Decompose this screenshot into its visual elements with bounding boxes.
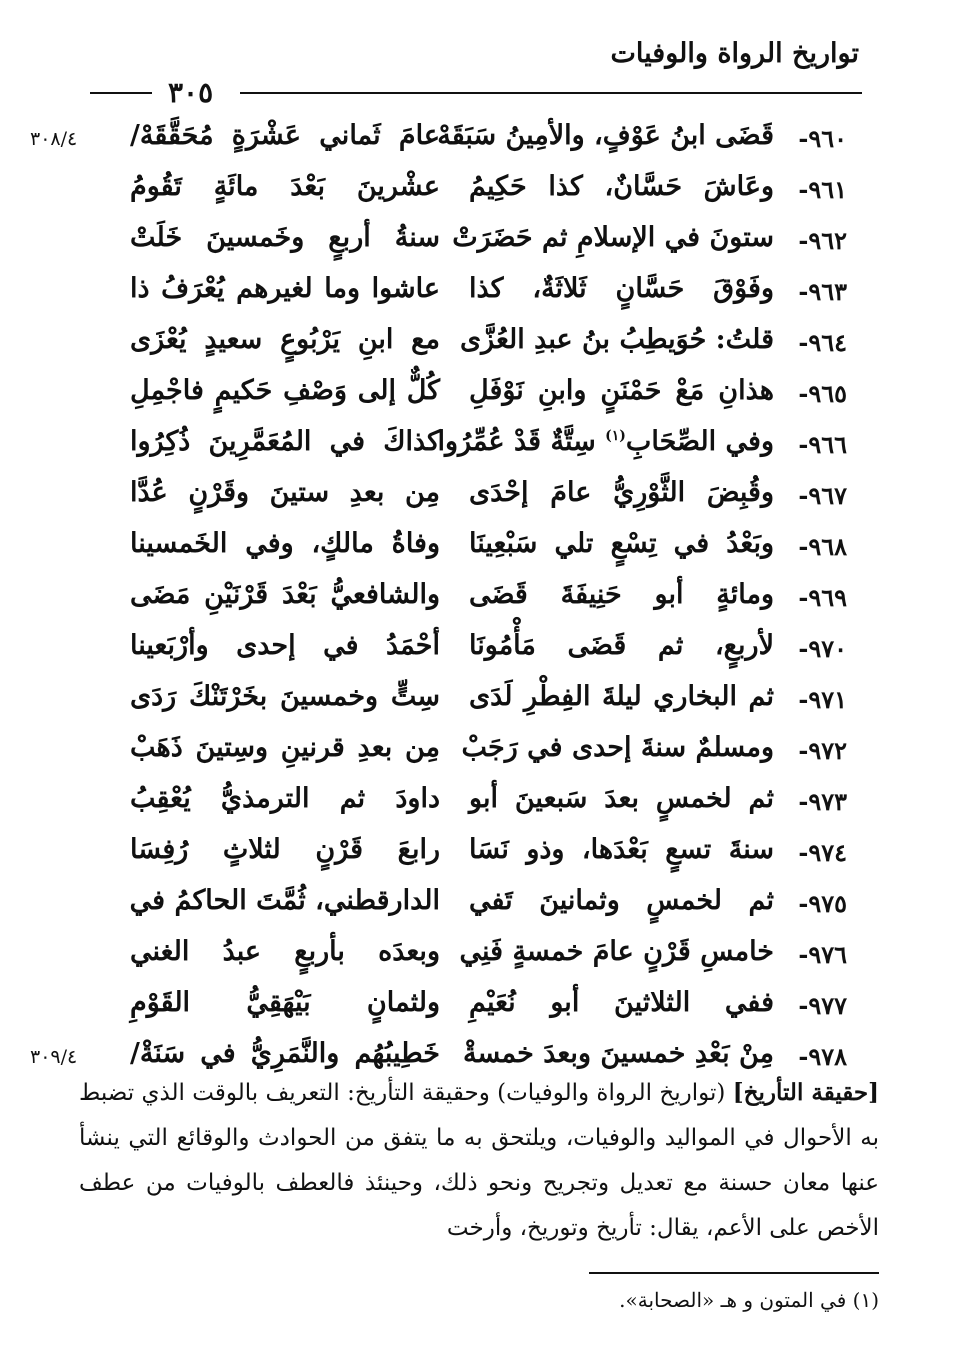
verse-row bbox=[0, 271, 959, 322]
verse-first-hemistich: وفَوْقَ حَسَّانٍ ثَلاثَةٌ، كذا bbox=[469, 273, 774, 304]
footnote-rule bbox=[589, 1272, 879, 1274]
verse-row bbox=[0, 730, 959, 781]
verse-second-hemistich: كُلٌّ إلى وَصْفِ حَكيمٍ فاجْمِلِ bbox=[130, 375, 440, 406]
verse-number: ٩٦١- bbox=[798, 175, 847, 204]
verse-row bbox=[0, 679, 959, 730]
verse-number: ٩٦٠- bbox=[798, 124, 847, 153]
verse-first-hemistich: سنةَ تسعٍ بَعْدَها، وذو نَسَا bbox=[469, 834, 774, 865]
verse-second-hemistich: والشافعيُّ بَعْدَ قَرْنَيْنِ مَضَى bbox=[130, 579, 440, 610]
verse-second-hemistich: أحْمَدُ في إحدى وأرْبَعينا bbox=[130, 630, 440, 661]
verse-row bbox=[0, 934, 959, 985]
marginal-reference: ٣٠٩/٤ bbox=[30, 1046, 78, 1068]
header-rule bbox=[240, 92, 862, 94]
verse-number: ٩٦٢- bbox=[798, 226, 847, 255]
verse-second-hemistich: كذاكَ في المُعَمَّرِينَ ذُكِرُوا bbox=[130, 426, 440, 457]
verse-second-hemistich: الدارقطني، ثُمَّتَ الحاكمُ في bbox=[129, 885, 440, 916]
running-title: تواريخ الرواة والوفيات bbox=[610, 38, 859, 69]
verse-row bbox=[0, 832, 959, 883]
verse-second-hemistich: عامَ ثَماني عَشْرَةٍ مُحَقَّقَهْ/ bbox=[130, 120, 440, 151]
verse-first-hemistich: ثم البخاري ليلةَ الفِطْرِ لَدَى bbox=[469, 681, 774, 712]
verse-row bbox=[0, 169, 959, 220]
verse-row bbox=[0, 883, 959, 934]
verse-second-hemistich: عشْرينَ بَعْدَ مائَةٍ تَقُومُ bbox=[130, 171, 440, 202]
verse-second-hemistich: سنةُ أربعٍ وخَمسينَ خَلَتْ bbox=[130, 222, 440, 253]
verse-first-hemistich: قَضَى ابنُ عَوْفٍ، والأمِينُ سَبَقَهْ bbox=[437, 120, 774, 151]
verse-number: ٩٧٦- bbox=[798, 940, 847, 969]
verse-second-hemistich: وفاةُ مالكٍ، وفي الخَمسينا bbox=[130, 528, 440, 559]
verse-first-hemistich: ثم لخمسٍ بعدَ سَبعينَ أبو bbox=[469, 783, 774, 814]
verse-first-hemistich: وبَعْدُ في تِسْعٍ تلي سَبْعِينَا bbox=[469, 528, 774, 559]
verse-text: وفي الصِّحَابِ bbox=[625, 426, 774, 457]
verse-second-hemistich: ولثمانٍ بَيْهَقِيُّ القَوْمِ bbox=[130, 987, 440, 1018]
verse-list bbox=[0, 118, 959, 1087]
verse-row bbox=[0, 628, 959, 679]
verse-second-hemistich: وبعدَه بأربعٍ عبدُ الغني bbox=[130, 936, 440, 967]
verse-first-hemistich: وقُبِضَ الثَّوْرِيُّ عامَ إحْدَى bbox=[469, 477, 774, 508]
verse-row bbox=[0, 424, 959, 475]
commentary-text: (تواريخ الرواة والوفيات) وحقيقة التأريخ: التعريف بالوقت الذي تضبط به الأحوال في المواليد والوفيات، ويلتحق به ما يتفق من الحوادث والوقائع التي ينشأ عنها معان حسنة مع تعديل وتجريح ونحو ذلك، وحينئذ فالعطف بالوفيات من عطف الأخص على الأعم، يقال: تأريخ وتوريخ، وأرخت bbox=[79, 1080, 879, 1241]
verse-row bbox=[0, 985, 959, 1036]
header-rule-short bbox=[90, 92, 152, 94]
verse-first-hemistich: ومسلمٌ سنةَ إحدى في رَجَبْ bbox=[461, 732, 774, 763]
verse-second-hemistich: مع ابنِ يَرْبُوعٍ سعيدٍ يُعْزَى bbox=[130, 324, 440, 355]
verse-second-hemistich: خَطِيبُهُم والنَّمَرِيُّ في سَنَةْ/ bbox=[130, 1038, 440, 1069]
footnote-marker: (١) bbox=[605, 428, 626, 444]
verse-number: ٩٧٣- bbox=[798, 787, 847, 816]
verse-text: سِتَّةٌ قَدْ عُمِّرُوا bbox=[437, 426, 596, 457]
verse-number: ٩٦٣- bbox=[798, 277, 847, 306]
verse-first-hemistich: خامسِ قَرْنٍ عامَ خمسةٍ فَنِي bbox=[459, 936, 774, 967]
verse-second-hemistich: مِن بعدِ قرنينِ وسِتينَ ذَهَبْ bbox=[130, 732, 440, 763]
verse-number: ٩٧٨- bbox=[798, 1042, 847, 1071]
verse-first-hemistich: ثم لخمسٍ وثمانينَ تَفي bbox=[469, 885, 774, 916]
verse-number: ٩٧٤- bbox=[798, 838, 847, 867]
verse-row bbox=[0, 322, 959, 373]
verse-number: ٩٧٧- bbox=[798, 991, 847, 1020]
verse-second-hemistich: داودَ ثم الترمذيُّ يُعْقِبُ bbox=[130, 783, 440, 814]
verse-row bbox=[0, 220, 959, 271]
verse-row bbox=[0, 526, 959, 577]
verse-number: ٩٦٧- bbox=[798, 481, 847, 510]
verse-number: ٩٦٤- bbox=[798, 328, 847, 357]
verse-first-hemistich: وعَاشَ حَسَّانٌ، كذا حَكِيمُ bbox=[469, 171, 774, 202]
verse-first-hemistich: قلتُ: حُوَيطِبُ بنُ عبدِ العُزَّى bbox=[459, 324, 774, 355]
verse-number: ٩٧٠- bbox=[798, 634, 847, 663]
verse-first-hemistich: ستونَ في الإسلامِ ثم حَضَرَتْ bbox=[452, 222, 774, 253]
verse-number: ٩٦٨- bbox=[798, 532, 847, 561]
verse-first-hemistich: لأربعٍ، ثم قَضَى مَأْمُونَا bbox=[469, 630, 774, 661]
commentary-paragraph bbox=[79, 1070, 879, 1251]
verse-number: ٩٦٥- bbox=[798, 379, 847, 408]
verse-row bbox=[0, 373, 959, 424]
verse-number: ٩٦٩- bbox=[798, 583, 847, 612]
verse-first-hemistich: ومائةٍ أبو حَنِيفَةَ قَضَى bbox=[469, 579, 774, 610]
verse-number: ٩٦٦- bbox=[798, 430, 847, 459]
marginal-reference: ٣٠٨/٤ bbox=[30, 128, 78, 150]
verse-number: ٩٧٥- bbox=[798, 889, 847, 918]
verse-number: ٩٧١- bbox=[798, 685, 847, 714]
verse-second-hemistich: عاشوا وما لغيرهم يُعْرَفُ ذا bbox=[130, 273, 440, 304]
verse-number: ٩٧٢- bbox=[798, 736, 847, 765]
verse-second-hemistich: سِتٍّ وخمسينَ بخَرْتَنْكَ رَدَى bbox=[130, 681, 440, 712]
verse-first-hemistich bbox=[437, 426, 774, 457]
verse-first-hemistich: ففي الثلاثينَ أبو نُعَيْمِ bbox=[469, 987, 774, 1018]
verse-row bbox=[0, 118, 959, 169]
footnote: (١) في المتون و هـ «الصحابة». bbox=[619, 1288, 879, 1312]
verse-first-hemistich: هذانِ مَعْ حَمْنَنٍ وابنِ نَوْفَلِ bbox=[469, 375, 774, 406]
page-number: ٣٠٥ bbox=[168, 76, 214, 109]
verse-row bbox=[0, 781, 959, 832]
verse-row bbox=[0, 475, 959, 526]
verse-row bbox=[0, 577, 959, 628]
section-heading: [حقيقة التأريخ] bbox=[732, 1079, 880, 1106]
verse-second-hemistich: رابعَ قَرْنٍ لثلاثٍ رُفِسَا bbox=[130, 834, 440, 865]
verse-second-hemistich: مِن بعدِ ستينَ وقَرْنٍ عُدَّا bbox=[130, 477, 440, 508]
verse-first-hemistich: مِنْ بَعْدِ خمسينَ وبعدَ خمسةْ bbox=[462, 1038, 774, 1069]
